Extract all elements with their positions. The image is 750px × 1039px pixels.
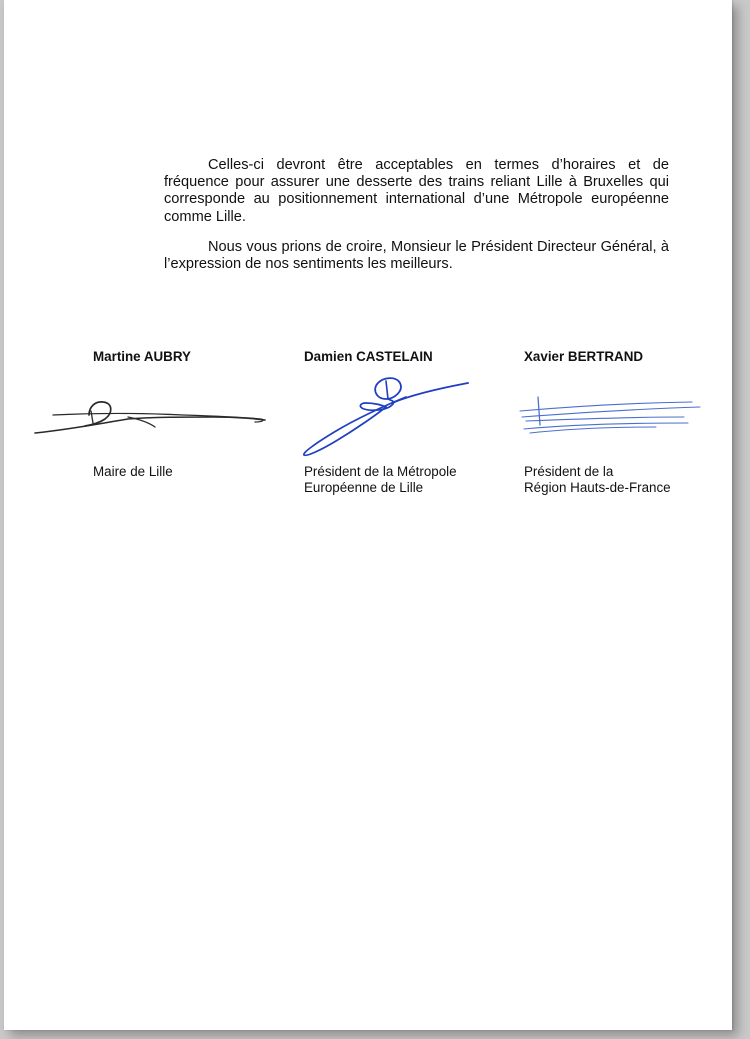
signatory-block-bertrand xyxy=(524,349,744,495)
signatory-title-line: Président de la xyxy=(524,464,614,479)
letter-body xyxy=(164,157,669,286)
signatory-title-line: Maire de Lille xyxy=(93,464,173,479)
signature-castelain xyxy=(296,371,476,466)
signatory-title xyxy=(524,464,671,496)
paragraph-schedule-request: Celles-ci devront être acceptables en termes d’horaires et de fréquence pour assurer une desserte des trains reliant Lille à Bruxelles qui corresponde au positionnement international d’une Métropole européenne comme Lille. xyxy=(164,157,669,225)
letter-page xyxy=(4,0,732,1030)
paragraph-closing-formula: Nous vous prions de croire, Monsieur le Président Directeur Général, à l’expression de nos sentiments les meilleurs. xyxy=(164,238,669,273)
signatory-title xyxy=(304,464,457,496)
signatory-title-line: Président de la Métropole xyxy=(304,464,457,479)
signature-bertrand xyxy=(516,393,706,438)
signature-aubry xyxy=(33,393,283,443)
signatory-block-aubry xyxy=(93,349,313,479)
signatory-title-line: Région Hauts-de-France xyxy=(524,480,671,495)
signatory-title xyxy=(93,464,173,480)
signatory-title-line: Européenne de Lille xyxy=(304,480,424,495)
signatory-name: Martine AUBRY xyxy=(93,349,191,364)
signatory-name: Xavier BERTRAND xyxy=(524,349,644,364)
signatory-block-castelain xyxy=(304,349,524,495)
signatory-name: Damien CASTELAIN xyxy=(304,349,433,364)
